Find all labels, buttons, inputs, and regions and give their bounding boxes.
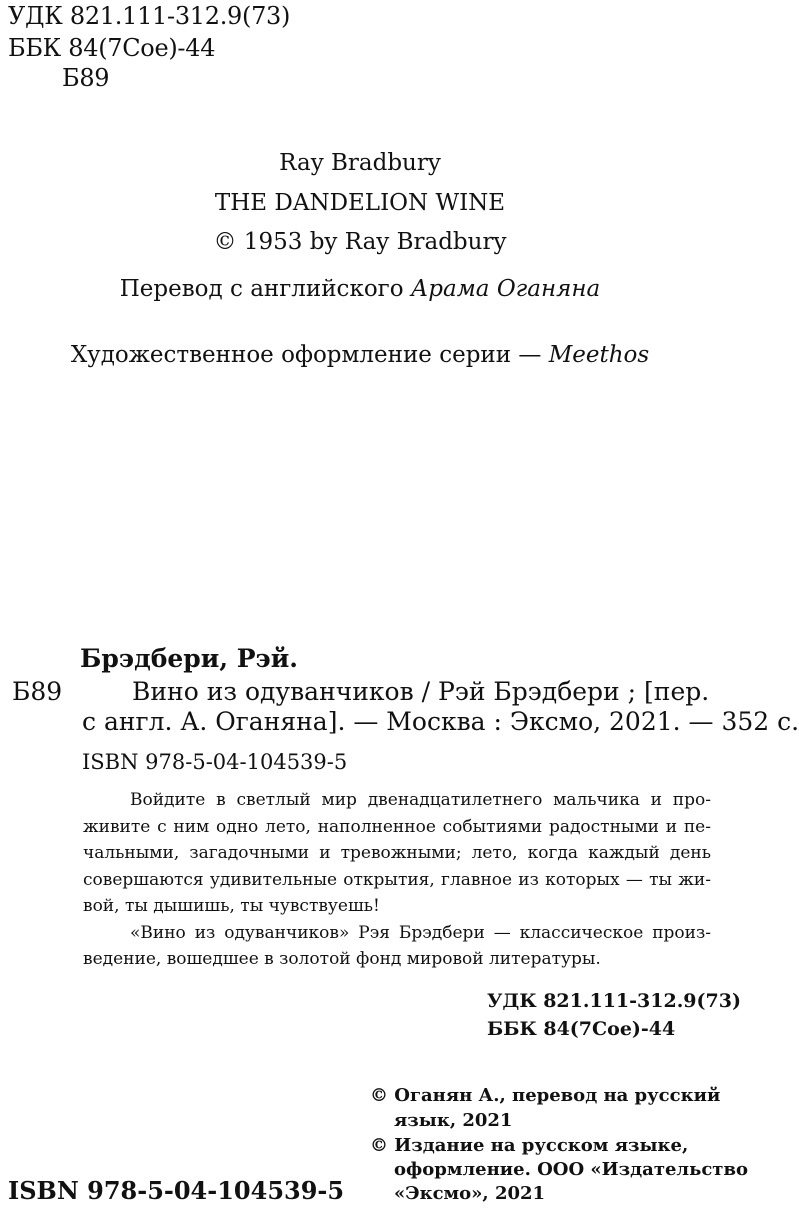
bbk-code-top: ББК 84(7Сое)-44 <box>8 34 216 62</box>
annotation-line-4: совершаются удивительные открытия, главное из которых — ты жи- <box>83 870 711 890</box>
udk-code-top: УДК 821.111-312.9(73) <box>8 2 291 30</box>
original-title: THE DANDELION WINE <box>214 190 506 216</box>
catalog-line-2: с англ. А. Оганяна]. — Москва : Эксмо, 2021. — 352 с. <box>82 707 799 736</box>
catalog-isbn: ISBN 978-5-04-104539-5 <box>82 750 348 774</box>
catalog-line-1: Вино из одуванчиков / Рэй Брэдбери ; [пер. <box>132 677 710 706</box>
original-copyright: © 1953 by Ray Bradbury <box>213 229 507 255</box>
udk-code-bottom: УДК 821.111-312.9(73) <box>487 990 741 1012</box>
catalog-heading: Брэдбери, Рэй. <box>80 644 299 673</box>
author-mark-top: Б89 <box>62 64 110 92</box>
annotation-line-2: живите с ним одно лето, наполненное событиями радостными и пе- <box>83 817 711 837</box>
copyright-edition-line-2: оформление. ООО «Издательство <box>394 1159 748 1180</box>
bbk-code-bottom: ББК 84(7Сое)-44 <box>487 1018 676 1040</box>
annotation-line-1: Войдите в светлый мир двенадцатилетнего мальчика и про- <box>130 790 711 810</box>
annotation-line-7: ведение, вошедшее в золотой фонд мировой литературы. <box>83 949 601 969</box>
copyright-translation-line-1: © Оганян А., перевод на русский <box>370 1085 721 1106</box>
annotation-line-5: вой, ты дышишь, ты чувствуешь! <box>83 896 380 916</box>
designer-name: Meethos <box>548 342 650 368</box>
bottom-isbn: ISBN 978-5-04-104539-5 <box>8 1176 345 1205</box>
catalog-author-mark: Б89 <box>12 677 63 706</box>
copyright-edition-line-1: © Издание на русском языке, <box>370 1135 689 1156</box>
annotation-line-3: чальными, загадочными и тревожными; лето, когда каждый день <box>83 843 711 863</box>
translator-name: Арама Оганяна <box>410 276 601 302</box>
copyright-edition-line-3: «Эксмо», 2021 <box>394 1183 546 1204</box>
original-author: Ray Bradbury <box>279 150 441 176</box>
design-prefix: Художественное оформление серии — <box>70 342 549 368</box>
design-credit <box>0 342 720 368</box>
copyright-translation-line-2: язык, 2021 <box>394 1110 513 1131</box>
annotation-line-6: «Вино из одуванчиков» Рэя Брэдбери — классическое произ- <box>130 923 711 943</box>
translation-credit <box>0 276 720 302</box>
translation-prefix: Перевод с английского <box>119 276 411 302</box>
